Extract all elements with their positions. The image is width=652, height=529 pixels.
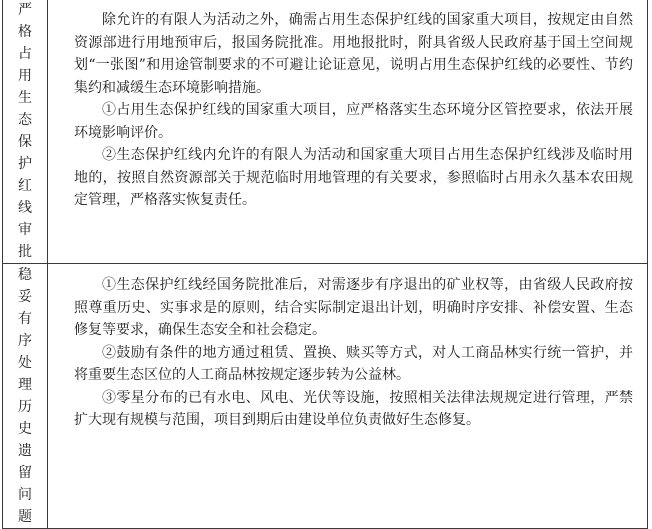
- category-cell: [3, 0, 48, 264]
- paragraph: ③零星分布的已有水电、风电、光伏等设施，按照相关法律法规规定进行管理，严禁扩大现有规模与范围，项目到期后由建设单位负责做好生态修复。: [74, 389, 633, 428]
- category-label: 稳妥有序处理历史遗留问题: [18, 267, 32, 525]
- category-cell: [3, 264, 48, 529]
- paragraph: ①占用生态保护红线的国家重大项目，应严格落实生态环境分区管控要求，依法开展环境影响评价。: [74, 102, 633, 141]
- paragraph: ②生态保护红线内允许的有限人为活动和国家重大项目占用生态保护红线涉及临时用地的，按照自然资源部关于规范临时用地管理的有关要求，参照临时占用永久基本农田规定管理，严格落实恢复责任。: [74, 147, 633, 208]
- content-cell: [48, 264, 648, 529]
- paragraph: 除允许的有限人为活动之外，确需占用生态保护红线的国家重大项目，按规定由自然资源部进行用地预审后，报国务院批准。用地报批时，附具省级人民政府基于国土空间规划“一张图”和用途管制要求的不可避让论证意见，说明占用生态保护红线的必要性、节约集约和减缓生态环境影响措施。: [74, 12, 633, 96]
- paragraph: ①生态保护红线经国务院批准后，对需逐步有序退出的矿业权等，由省级人民政府按照尊重历史、实事求是的原则，结合实际制定退出计划，明确时序安排、补偿安置、生态修复等要求，确保生态安全和社会稳定。: [74, 277, 633, 338]
- table-row: [3, 0, 648, 264]
- content-cell: [48, 0, 648, 264]
- paragraph: ②鼓励有条件的地方通过租赁、置换、赎买等方式，对人工商品林实行统一管护，并将重要生态区位的人工商品林按规定逐步转为公益林。: [74, 344, 633, 383]
- policy-table: [2, 0, 648, 529]
- table-row: [3, 264, 648, 529]
- category-label: 严格占用生态保护红线审批: [18, 2, 32, 260]
